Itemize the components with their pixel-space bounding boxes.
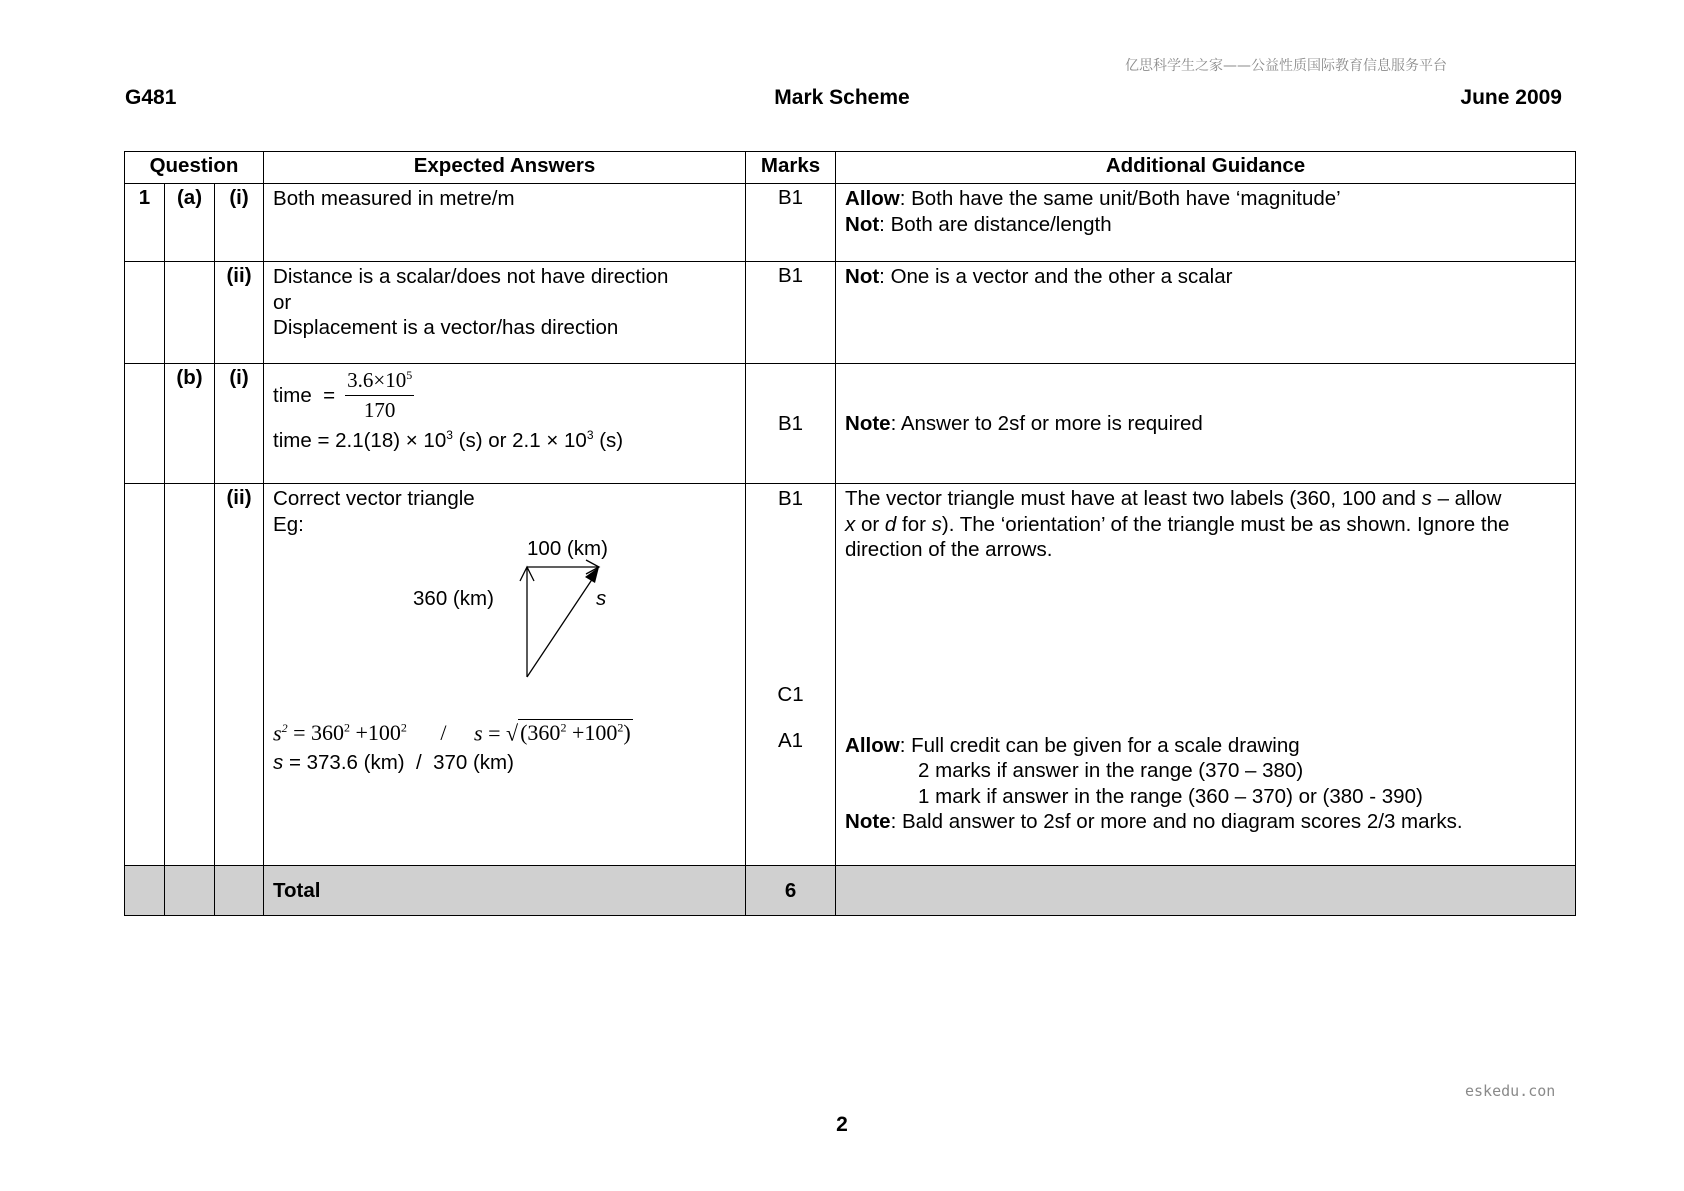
header-marks: Marks [746, 152, 836, 184]
table-row [125, 484, 1576, 866]
table-row [125, 364, 1576, 484]
total-label: Total [264, 866, 746, 916]
header-question: Question [125, 152, 264, 184]
table-row [125, 262, 1576, 364]
mark-scheme-table [124, 151, 1576, 916]
question-part: (b) [165, 364, 215, 484]
total-row [125, 866, 1576, 916]
question-part: (a) [165, 184, 215, 262]
question-subpart: (ii) [215, 484, 264, 866]
mark-code: B1 [746, 262, 836, 364]
arrowhead-s [585, 567, 599, 583]
expected-answer: Distance is a scalar/does not have direction or Displacement is a vector/has direction [264, 262, 746, 364]
page-number: 2 [836, 1113, 848, 1136]
guidance: Not: One is a vector and the other a scalar [836, 262, 1576, 364]
question-subpart: (i) [215, 364, 264, 484]
time-label: time = [273, 383, 336, 407]
exam-date: June 2009 [1460, 86, 1562, 109]
document-title: Mark Scheme [774, 86, 910, 109]
vector-s [527, 575, 595, 677]
total-marks: 6 [746, 866, 836, 916]
mark-codes: B1 C1 A1 [746, 484, 836, 866]
vector-triangle [273, 537, 755, 707]
guidance: The vector triangle must have at least two labels (360, 100 and s – allow x or d for s). The ‘orientation’ of the triangle must be as shown. Ignore the direction of the arrows. Allow: Full credit can be given for a scale drawing 2 marks if answer in the range (370 – 380) 1 mark if answer in the range (360 – 370) or (380 - 390) Note: Bald answer to 2sf or more and no diagram scores 2/3 marks. [836, 484, 1576, 866]
watermark-bottom: eskedu.con [1465, 1082, 1556, 1100]
displacement-result: s = 373.6 (km) / 370 (km) [273, 751, 514, 775]
mark-code: B1 [746, 364, 836, 484]
vector-triangle-diagram [273, 537, 736, 707]
time-fraction: $\frac{3.6\times 10^5}{170}$ [347, 368, 413, 422]
time-result: time = $2.1(18) \times 10^3$ (s) or $2.1 \times 10^3$ (s) [273, 428, 624, 452]
table-row [125, 184, 1576, 262]
expected-answer: Correct vector triangle Eg: 100 (km) 360 (km) s $s^2 = 360^2 +100^2 / s = √(360^2 +100^2)$ s = 373.6 (km) / 370 (km) [264, 484, 746, 866]
label-s: s [596, 587, 607, 610]
expected-answer: Both measured in metre/m [264, 184, 746, 262]
table-header-row [125, 152, 1576, 184]
mark-code: B1 [746, 184, 836, 262]
label-100km: 100 (km) [527, 537, 608, 560]
pythagoras-equation: $s^2 = 360^2 +100^2 / s = √(360^2 +100^2)$ [273, 720, 631, 746]
question-subpart: (ii) [215, 262, 264, 364]
header-expected-answers: Expected Answers [264, 152, 746, 184]
sqrt-symbol: √ [506, 720, 519, 746]
guidance: Note: Answer to 2sf or more is required [836, 364, 1576, 484]
expected-answer [264, 364, 746, 484]
question-number: 1 [125, 184, 165, 262]
header-additional-guidance: Additional Guidance [836, 152, 1576, 184]
watermark-top: 亿思科学生之家——公益性质国际教育信息服务平台 [1125, 58, 1447, 74]
question-subpart: (i) [215, 184, 264, 262]
guidance: Allow: Both have the same unit/Both have ‘magnitude’ Not: Both are distance/length [836, 184, 1576, 262]
label-360km: 360 (km) [413, 587, 494, 610]
paper-code: G481 [125, 86, 177, 109]
